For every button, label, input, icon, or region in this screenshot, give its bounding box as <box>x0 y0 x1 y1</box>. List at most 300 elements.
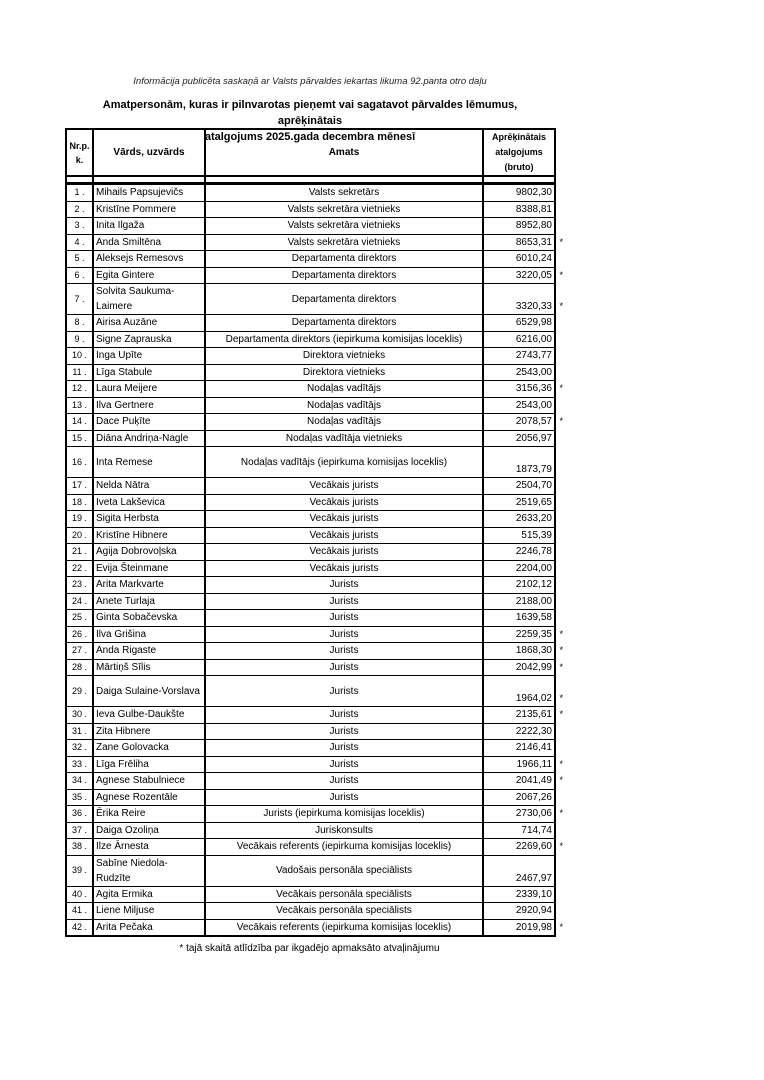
row-number-text: 28 . <box>71 661 87 672</box>
row-number-text: 14 . <box>71 416 87 427</box>
person-name <box>93 610 205 627</box>
salary-amount-text: 6529,98 <box>515 317 552 329</box>
position-title <box>205 593 483 610</box>
position-title-text: Vecākais jurists <box>309 562 379 574</box>
row-number-text: 23 . <box>71 579 87 590</box>
salary-amount <box>483 544 555 561</box>
table-row <box>66 806 555 823</box>
person-name-text: Ginta Sobačevska <box>96 612 178 624</box>
position-title <box>205 560 483 577</box>
position-title <box>205 626 483 643</box>
position-title <box>205 348 483 365</box>
person-name-text: Zita Hibnere <box>96 725 151 737</box>
person-name <box>93 527 205 544</box>
position-title-text: Vecākais jurists <box>309 546 379 558</box>
row-number-text: 2 . <box>74 203 85 214</box>
person-name-text: Mihails Papsujevičs <box>96 187 184 199</box>
person-name <box>93 740 205 757</box>
position-title-text: Direktora vietnieks <box>302 366 386 378</box>
salary-amount <box>483 527 555 544</box>
row-number <box>66 267 93 284</box>
table-header-row <box>66 129 555 176</box>
position-title <box>205 740 483 757</box>
person-name-text: Liene Miljuse <box>96 905 155 917</box>
salary-amount <box>483 201 555 218</box>
intro-note: Informācija publicēta saskaņā ar Valsts pārvaldes iekartas likuma 92.panta otro daļu <box>133 76 487 87</box>
table-row <box>66 789 555 806</box>
person-name <box>93 676 205 707</box>
header-name: Vārds, uzvārds <box>93 129 205 176</box>
person-name <box>93 267 205 284</box>
position-title <box>205 756 483 773</box>
person-name-text: Zane Golovacka <box>96 742 169 754</box>
person-name <box>93 756 205 773</box>
salary-amount-text: 2056,97 <box>515 432 552 444</box>
person-name <box>93 348 205 365</box>
vacation-pay-asterisk: * <box>559 661 563 672</box>
position-title <box>205 201 483 218</box>
position-title-text: Vecākais referents (iepirkuma komisijas loceklis) <box>236 841 452 853</box>
salary-amount <box>483 886 555 903</box>
person-name-text: Diāna Andriņa-Nagle <box>96 432 189 444</box>
row-number-text: 12 . <box>71 383 87 394</box>
person-name <box>93 659 205 676</box>
salary-amount-text: 2920,94 <box>515 905 552 917</box>
person-name <box>93 234 205 251</box>
person-name-text: Egita Gintere <box>96 269 155 281</box>
position-title <box>205 806 483 823</box>
salary-amount-text: 3156,36 <box>515 383 552 395</box>
position-title <box>205 494 483 511</box>
salary-amount-text: 2042,99 <box>515 661 552 673</box>
salary-amount-text: 515,39 <box>521 529 552 541</box>
salary-amount-text: 2730,06 <box>515 808 552 820</box>
row-number-text: 24 . <box>71 595 87 606</box>
row-number-text: 13 . <box>71 399 87 410</box>
person-name <box>93 284 205 315</box>
position-title-text: Departamenta direktors <box>291 317 397 329</box>
row-number <box>66 919 93 936</box>
row-number <box>66 478 93 495</box>
position-title <box>205 839 483 856</box>
salary-amount <box>483 610 555 627</box>
person-name <box>93 903 205 920</box>
salary-amount-text: 2222,30 <box>515 725 552 737</box>
position-title-text: Jurists <box>329 725 359 737</box>
salary-amount-text: 2633,20 <box>515 513 552 525</box>
position-title <box>205 855 483 886</box>
table-row <box>66 184 555 202</box>
row-number <box>66 626 93 643</box>
person-name <box>93 381 205 398</box>
position-title-text: Vecākais jurists <box>309 496 379 508</box>
person-name <box>93 822 205 839</box>
header-nr: Nr.p. k. <box>66 129 93 176</box>
table-row <box>66 218 555 235</box>
position-title-text: Jurists <box>329 775 359 787</box>
row-number-text: 34 . <box>71 775 87 786</box>
position-title <box>205 659 483 676</box>
row-number <box>66 707 93 724</box>
salary-amount-text: 2543,00 <box>515 399 552 411</box>
person-name <box>93 560 205 577</box>
table-row <box>66 544 555 561</box>
table-row <box>66 643 555 660</box>
row-number-text: 1 . <box>74 187 85 198</box>
position-title-text: Valsts sekretāra vietnieks <box>287 236 401 248</box>
row-number <box>66 593 93 610</box>
salary-amount <box>483 267 563 284</box>
row-number <box>66 251 93 268</box>
salary-amount <box>483 184 555 202</box>
person-name-text: Agnese Stabulniece <box>96 775 185 787</box>
row-number <box>66 218 93 235</box>
row-number-text: 19 . <box>71 513 87 524</box>
person-name-text: Ērika Reire <box>96 808 146 820</box>
person-name-text: Arita Markvarte <box>96 579 164 591</box>
position-title-text: Valsts sekretārs <box>308 187 380 199</box>
person-name-text: Līga Frēliha <box>96 758 149 770</box>
person-name <box>93 478 205 495</box>
table-row <box>66 919 555 936</box>
table-row <box>66 331 555 348</box>
person-name-text: Daiga Sulaine-Vorslava <box>96 685 200 697</box>
person-name-text: Inita Ilgaža <box>96 220 145 232</box>
position-title-text: Vecākais jurists <box>309 513 379 525</box>
header-amount: Aprēķinātais atalgojums (bruto) <box>483 129 555 176</box>
table-row <box>66 610 555 627</box>
position-title-text: Departamenta direktors <box>291 269 397 281</box>
person-name-text: Kristīne Hibnere <box>96 529 168 541</box>
salary-amount <box>483 626 563 643</box>
person-name-text: Agita Ermika <box>96 888 153 900</box>
salary-amount-text: 2259,35 <box>515 628 552 640</box>
table-row <box>66 822 555 839</box>
position-title-text: Jurists <box>329 661 359 673</box>
row-number-text: 9 . <box>74 333 85 344</box>
position-title-text: Vecākais jurists <box>309 480 379 492</box>
person-name-text: Līga Stabule <box>96 366 153 378</box>
salary-amount-text: 1868,30 <box>515 645 552 657</box>
row-number-text: 39 . <box>71 865 87 875</box>
person-name-text: Daiga Ozoliņa <box>96 824 159 836</box>
salary-amount <box>483 315 555 332</box>
person-name-text: Anete Turlaja <box>96 595 155 607</box>
salary-amount <box>483 919 563 936</box>
table-row <box>66 315 555 332</box>
salary-amount <box>483 806 563 823</box>
position-title <box>205 676 483 707</box>
person-name <box>93 430 205 447</box>
vacation-pay-asterisk: * <box>559 236 563 247</box>
row-number <box>66 348 93 365</box>
salary-amount-text: 2146,41 <box>515 742 552 754</box>
position-title <box>205 218 483 235</box>
table-row <box>66 723 555 740</box>
salary-amount-text: 6010,24 <box>515 253 552 265</box>
salary-amount-text: 1964,02 <box>515 693 552 704</box>
person-name <box>93 201 205 218</box>
person-name-text: Aleksejs Remesovs <box>96 253 184 265</box>
row-number-text: 26 . <box>71 628 87 639</box>
row-number <box>66 201 93 218</box>
person-name-text: Agnese Rozentāle <box>96 791 178 803</box>
salary-amount-text: 2743,77 <box>515 350 552 362</box>
row-number-text: 35 . <box>71 791 87 802</box>
person-name <box>93 511 205 528</box>
row-number <box>66 331 93 348</box>
salary-amount <box>483 430 555 447</box>
vacation-pay-asterisk: * <box>559 269 563 280</box>
person-name <box>93 707 205 724</box>
position-title-text: Jurists <box>329 758 359 770</box>
table-row <box>66 348 555 365</box>
salary-amount <box>483 234 563 251</box>
position-title <box>205 478 483 495</box>
salary-amount-text: 714,74 <box>521 824 552 836</box>
person-name-text: Evija Šteinmane <box>96 562 169 574</box>
salary-amount <box>483 756 563 773</box>
person-name <box>93 806 205 823</box>
row-number <box>66 560 93 577</box>
position-title <box>205 886 483 903</box>
person-name-text: Kristīne Pommere <box>96 203 177 215</box>
row-number <box>66 527 93 544</box>
table-row <box>66 886 555 903</box>
position-title-text: Nodaļas vadītājs <box>307 383 381 395</box>
row-number <box>66 886 93 903</box>
position-title-text: Direktora vietnieks <box>302 350 386 362</box>
row-number <box>66 659 93 676</box>
position-title-text: Jurists <box>329 628 359 640</box>
position-title-text: Valsts sekretāra vietnieks <box>287 203 401 215</box>
person-name <box>93 184 205 202</box>
person-name <box>93 218 205 235</box>
position-title <box>205 414 483 431</box>
position-title <box>205 822 483 839</box>
row-number <box>66 756 93 773</box>
position-title-text: Jurists <box>329 579 359 591</box>
row-number <box>66 723 93 740</box>
person-name <box>93 577 205 594</box>
position-title-text: Departamenta direktors <box>291 253 397 265</box>
vacation-pay-asterisk: * <box>559 383 563 393</box>
table-row <box>66 267 555 284</box>
person-name-text: Nelda Nātra <box>96 480 150 492</box>
position-title-text: Vadošais personāla speciālists <box>275 865 412 876</box>
vacation-pay-asterisk: * <box>559 758 563 769</box>
salary-amount-text: 2102,12 <box>515 579 552 591</box>
position-title-text: Jurists <box>329 685 359 697</box>
salary-amount <box>483 447 555 478</box>
table-row <box>66 593 555 610</box>
position-title <box>205 364 483 381</box>
row-number-text: 16 . <box>71 456 87 467</box>
position-title <box>205 577 483 594</box>
position-title <box>205 773 483 790</box>
salary-amount <box>483 284 563 315</box>
person-name-text: Laura Meijere <box>96 383 158 395</box>
person-name <box>93 331 205 348</box>
row-number <box>66 397 93 414</box>
person-name <box>93 723 205 740</box>
salary-amount <box>483 855 555 886</box>
row-number-text: 22 . <box>71 562 87 573</box>
row-number <box>66 315 93 332</box>
position-title <box>205 315 483 332</box>
row-number-text: 29 . <box>71 685 87 696</box>
table-row <box>66 577 555 594</box>
row-number-text: 30 . <box>71 709 87 720</box>
table-row <box>66 430 555 447</box>
position-title <box>205 381 483 398</box>
salary-amount-text: 2204,00 <box>515 562 552 574</box>
salary-amount-text: 8388,81 <box>515 203 552 215</box>
table-row <box>66 511 555 528</box>
position-title <box>205 789 483 806</box>
salary-amount <box>483 839 563 856</box>
salary-amount <box>483 414 563 431</box>
position-title <box>205 610 483 627</box>
row-number <box>66 806 93 823</box>
position-title-text: Jurists <box>329 612 359 624</box>
row-number-text: 11 . <box>72 366 87 377</box>
row-number-text: 15 . <box>71 432 87 443</box>
position-title <box>205 544 483 561</box>
position-title-text: Valsts sekretāra vietnieks <box>287 220 401 232</box>
row-number <box>66 903 93 920</box>
salary-amount <box>483 251 555 268</box>
vacation-pay-asterisk: * <box>559 693 563 703</box>
row-number <box>66 414 93 431</box>
salary-amount-text: 1873,79 <box>515 464 552 475</box>
salary-amount-text: 1639,58 <box>515 612 552 624</box>
row-number <box>66 643 93 660</box>
person-name-text: Signe Zaprauska <box>96 333 172 345</box>
position-title <box>205 643 483 660</box>
position-title <box>205 397 483 414</box>
position-title <box>205 430 483 447</box>
row-number <box>66 676 93 707</box>
person-name <box>93 364 205 381</box>
person-name-text: Ilze Ārnesta <box>96 841 149 853</box>
salary-amount <box>483 364 555 381</box>
row-number-text: 21 . <box>71 546 87 557</box>
row-number-text: 7 . <box>74 293 85 304</box>
vacation-pay-asterisk: * <box>559 921 563 932</box>
salary-table <box>65 128 563 937</box>
table-row <box>66 201 555 218</box>
position-title <box>205 447 483 478</box>
table-row <box>66 251 555 268</box>
table-row <box>66 676 555 707</box>
vacation-pay-asterisk: * <box>559 301 563 311</box>
row-number-text: 20 . <box>71 529 87 540</box>
table-row <box>66 756 555 773</box>
position-title <box>205 184 483 202</box>
salary-amount <box>483 478 555 495</box>
table-row <box>66 707 555 724</box>
row-number <box>66 284 93 315</box>
table-row <box>66 397 555 414</box>
person-name <box>93 886 205 903</box>
header-spacer-row <box>66 176 555 184</box>
salary-amount <box>483 822 555 839</box>
person-name-text: Inta Remese <box>96 456 153 468</box>
position-title <box>205 284 483 315</box>
person-name-text: Agija Dobrovoļska <box>96 546 177 558</box>
row-number <box>66 789 93 806</box>
position-title-text: Juriskonsults <box>315 824 373 836</box>
position-title <box>205 331 483 348</box>
salary-amount <box>483 723 555 740</box>
position-title-text: Jurists (iepirkuma komisijas loceklis) <box>263 808 425 820</box>
person-name-text: Sabīne Niedola-Rudzīte <box>96 857 168 884</box>
row-number-text: 3 . <box>74 220 85 231</box>
position-title <box>205 903 483 920</box>
position-title-text: Jurists <box>329 595 359 607</box>
person-name-text: Anda Rigaste <box>96 645 157 657</box>
person-name <box>93 839 205 856</box>
header-amats: Amats <box>205 129 483 176</box>
row-number-text: 42 . <box>71 921 87 932</box>
salary-amount <box>483 348 555 365</box>
table-row <box>66 364 555 381</box>
row-number-text: 25 . <box>71 612 87 623</box>
salary-amount-text: 2078,57 <box>515 416 552 428</box>
position-title <box>205 527 483 544</box>
vacation-pay-asterisk: * <box>559 628 563 639</box>
table-row <box>66 626 555 643</box>
position-title-text: Jurists <box>329 742 359 754</box>
position-title <box>205 234 483 251</box>
position-title <box>205 267 483 284</box>
person-name <box>93 626 205 643</box>
person-name <box>93 773 205 790</box>
position-title-text: Nodaļas vadītājs <box>307 399 381 411</box>
person-name-text: Airisa Auzāne <box>96 317 158 329</box>
row-number-text: 32 . <box>71 742 87 753</box>
salary-amount-text: 2135,61 <box>515 709 552 721</box>
row-number <box>66 544 93 561</box>
row-number-text: 8 . <box>74 317 85 328</box>
table-row <box>66 414 555 431</box>
position-title-text: Nodaļas vadītājs (iepirkuma komisijas loceklis) <box>240 456 448 468</box>
person-name-text: Iveta Lakševica <box>96 496 165 508</box>
table-row <box>66 773 555 790</box>
salary-amount-text: 2188,00 <box>515 595 552 607</box>
vacation-pay-asterisk: * <box>559 841 563 851</box>
person-name <box>93 919 205 936</box>
person-name-text: Ieva Gulbe-Daukšte <box>96 709 185 721</box>
salary-amount <box>483 773 563 790</box>
salary-amount <box>483 218 555 235</box>
salary-amount <box>483 331 555 348</box>
salary-amount-text: 2041,49 <box>515 775 552 787</box>
salary-amount-text: 3320,33 <box>515 301 552 312</box>
person-name <box>93 494 205 511</box>
row-number <box>66 740 93 757</box>
position-title <box>205 251 483 268</box>
row-number <box>66 511 93 528</box>
footnote: * tajā skaitā atlīdzība par ikgadējo apmaksāto atvaļinājumu <box>179 943 440 954</box>
row-number-text: 38 . <box>71 841 87 852</box>
position-title-text: Nodaļas vadītāja vietnieks <box>285 432 403 444</box>
row-number <box>66 839 93 856</box>
table-row <box>66 284 555 315</box>
person-name <box>93 251 205 268</box>
table-row <box>66 234 555 251</box>
